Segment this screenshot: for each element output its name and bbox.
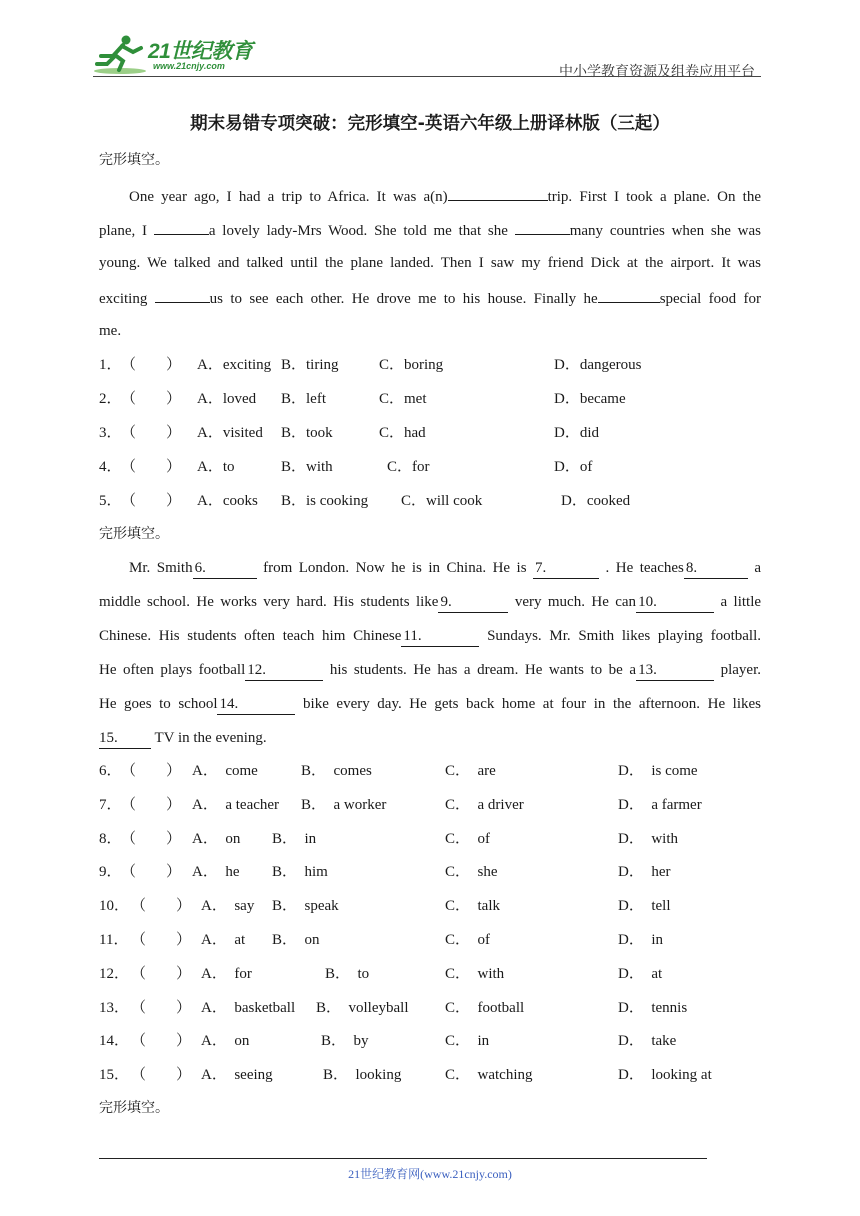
numbered-blank: 12. xyxy=(245,660,323,681)
question-number: 14． xyxy=(99,1033,130,1049)
question-row xyxy=(99,930,759,950)
question-row xyxy=(99,896,759,916)
passage-text: us to see each other. He drove me to his house. Finally he xyxy=(209,291,598,307)
section-label: 完形填空。 xyxy=(99,526,169,542)
option-a: A．cooks xyxy=(197,493,258,509)
question-number: 1． xyxy=(99,357,122,373)
section-label: 完形填空。 xyxy=(99,152,169,168)
question-number: 11． xyxy=(99,932,129,948)
option-d: D．became xyxy=(554,391,626,407)
question-row xyxy=(99,795,759,815)
option-a: A．visited xyxy=(197,425,263,441)
option-b: B．left xyxy=(281,391,326,407)
option-d: D． at xyxy=(618,966,663,982)
answer-paren[interactable]: （ ） xyxy=(121,391,182,407)
passage2-line5 xyxy=(99,694,761,715)
answer-blank xyxy=(448,185,548,201)
answer-blank xyxy=(155,287,210,303)
passage-text: exciting xyxy=(99,291,148,307)
passage1-line2 xyxy=(99,219,761,241)
passage1-line1 xyxy=(99,185,761,207)
numbered-blank: 14. xyxy=(217,694,295,715)
passage-text: from London. Now he is in China. He is xyxy=(263,560,527,576)
passage-text: Chinese. His students often teach him Chinese xyxy=(99,628,402,644)
page-title: 期末易错专项突破：完形填空-英语六年级上册译林版（三起） xyxy=(190,114,670,134)
question-row xyxy=(99,761,759,781)
question-number: 5． xyxy=(99,493,122,509)
option-a: A． seeing xyxy=(201,1067,273,1083)
option-d: D． take xyxy=(618,1033,677,1049)
passage-text: bike every day. He gets back home at four in the afternoon. He likes xyxy=(303,696,761,712)
answer-paren[interactable]: （ ） xyxy=(121,357,182,373)
question-row xyxy=(99,423,759,443)
question-number: 2． xyxy=(99,391,122,407)
passage-text: his students. He has a dream. He wants to be a xyxy=(329,662,637,678)
passage-text: middle school. He works very hard. His students like xyxy=(99,594,439,610)
option-d: D． tell xyxy=(618,898,671,914)
question-row xyxy=(99,389,759,409)
passage-text: He often plays football xyxy=(99,662,246,678)
passage-text: plane, I xyxy=(99,223,148,239)
passage-text: a little xyxy=(720,594,762,610)
option-b: B． him xyxy=(272,864,328,880)
passage-text: . He teaches xyxy=(605,560,684,576)
option-b: B． to xyxy=(325,966,370,982)
passage2-line4 xyxy=(99,660,761,681)
numbered-blank: 8. xyxy=(684,558,748,579)
option-a: A．to xyxy=(197,459,235,475)
passage-text: very much. He can xyxy=(514,594,637,610)
question-row xyxy=(99,964,759,984)
option-a: A．loved xyxy=(197,391,257,407)
option-c: C． with xyxy=(445,966,505,982)
option-a: A． a teacher xyxy=(192,797,280,813)
option-b: B． speak xyxy=(272,898,339,914)
question-number: 8． xyxy=(99,831,122,847)
answer-paren[interactable]: （ ） xyxy=(121,763,182,779)
numbered-blank: 15. xyxy=(99,728,151,749)
passage1-line3: young. We talked and talked until the plane landed. Then I saw my friend Dick at the airport. It was xyxy=(99,255,761,271)
passage-text: special food for xyxy=(659,291,761,307)
option-b: B． in xyxy=(272,831,317,847)
answer-paren[interactable]: （ ） xyxy=(131,1033,192,1049)
option-c: C．boring xyxy=(379,357,444,373)
option-a: A． on xyxy=(201,1033,250,1049)
passage-text: Sundays. Mr. Smith likes playing football. xyxy=(487,628,761,644)
question-number: 15． xyxy=(99,1067,130,1083)
option-a: A． come xyxy=(192,763,258,779)
option-c: C． a driver xyxy=(445,797,524,813)
passage2-line2 xyxy=(99,592,761,613)
passage2-line3 xyxy=(99,626,761,647)
option-b: B． volleyball xyxy=(316,1000,409,1016)
option-d: D． in xyxy=(618,932,664,948)
question-row xyxy=(99,457,759,477)
answer-paren[interactable]: （ ） xyxy=(121,425,182,441)
question-row xyxy=(99,829,759,849)
option-d: D． is come xyxy=(618,763,698,779)
answer-blank xyxy=(515,219,570,235)
brand-logo xyxy=(93,34,263,76)
numbered-blank: 10. xyxy=(636,592,714,613)
question-row xyxy=(99,355,759,375)
footer-divider xyxy=(99,1158,707,1159)
numbered-blank: 7. xyxy=(533,558,599,579)
option-d: D． tennis xyxy=(618,1000,688,1016)
question-number: 3． xyxy=(99,425,122,441)
answer-paren[interactable]: （ ） xyxy=(121,493,182,509)
option-b: B．tiring xyxy=(281,357,339,373)
answer-paren[interactable]: （ ） xyxy=(131,966,192,982)
answer-paren[interactable]: （ ） xyxy=(121,797,182,813)
answer-paren[interactable]: （ ） xyxy=(131,1000,192,1016)
question-row xyxy=(99,862,759,882)
passage2-line6 xyxy=(99,728,267,749)
question-row xyxy=(99,1065,759,1085)
option-b: B． on xyxy=(272,932,320,948)
passage-text: a lovely lady-Mrs Wood. She told me that she xyxy=(208,223,508,239)
question-row xyxy=(99,1031,759,1051)
option-a: A． basketball xyxy=(201,1000,296,1016)
passage-text: many countries when she was xyxy=(569,223,761,239)
option-b: B．is cooking xyxy=(281,493,369,509)
passage-text: TV in the evening. xyxy=(154,730,267,746)
question-number: 10． xyxy=(99,898,130,914)
passage-text: trip. First I took a plane. On the xyxy=(547,189,761,205)
option-b: B．with xyxy=(281,459,333,475)
option-b: B． by xyxy=(321,1033,369,1049)
option-c: C． talk xyxy=(445,898,500,914)
question-number: 7． xyxy=(99,797,122,813)
option-c: C． football xyxy=(445,1000,525,1016)
brand-name: 21世纪教育 xyxy=(148,40,253,63)
option-a: A． he xyxy=(192,864,240,880)
answer-paren[interactable]: （ ） xyxy=(131,932,192,948)
option-d: D． looking at xyxy=(618,1067,712,1083)
answer-blank xyxy=(154,219,209,235)
passage2-line1 xyxy=(99,558,761,579)
header-divider xyxy=(93,76,761,77)
option-a: A． at xyxy=(201,932,246,948)
option-a: A． say xyxy=(201,898,255,914)
question-row xyxy=(99,998,759,1018)
footer-link[interactable]: 21世纪教育网(www.21cnjy.com) xyxy=(348,1167,512,1181)
question-number: 9． xyxy=(99,864,122,880)
option-d: D．dangerous xyxy=(554,357,642,373)
brand-url: www.21cnjy.com xyxy=(153,61,225,71)
option-d: D． a farmer xyxy=(618,797,702,813)
answer-paren[interactable]: （ ） xyxy=(131,898,192,914)
option-c: C． of xyxy=(445,932,491,948)
option-d: D．of xyxy=(554,459,593,475)
passage-text: He goes to school xyxy=(99,696,218,712)
passage-text: Mr. Smith xyxy=(129,560,193,576)
option-c: C．will cook xyxy=(401,493,483,509)
numbered-blank: 13. xyxy=(636,660,714,681)
passage-text: One year ago, I had a trip to Africa. It was a(n) xyxy=(129,189,448,205)
passage1-line4 xyxy=(99,287,761,309)
answer-blank xyxy=(598,287,660,303)
option-c: C．met xyxy=(379,391,427,407)
section-label: 完形填空。 xyxy=(99,1100,169,1116)
option-d: D．cooked xyxy=(561,493,631,509)
passage-text: player. xyxy=(720,662,762,678)
header-platform-text: 中小学教育资源及组卷应用平台 xyxy=(559,64,755,80)
option-b: B． comes xyxy=(301,763,372,779)
question-number: 6． xyxy=(99,763,122,779)
option-b: B． a worker xyxy=(301,797,387,813)
option-c: C．had xyxy=(379,425,426,441)
option-a: A． on xyxy=(192,831,241,847)
option-c: C． watching xyxy=(445,1067,533,1083)
numbered-blank: 9. xyxy=(438,592,508,613)
option-c: C．for xyxy=(387,459,430,475)
passage-text: a xyxy=(754,560,762,576)
numbered-blank: 11. xyxy=(401,626,479,647)
answer-paren[interactable]: （ ） xyxy=(121,864,182,880)
option-d: D． with xyxy=(618,831,679,847)
option-c: C． are xyxy=(445,763,496,779)
question-number: 12． xyxy=(99,966,130,982)
option-a: A． for xyxy=(201,966,252,982)
option-d: D． her xyxy=(618,864,671,880)
question-number: 4． xyxy=(99,459,122,475)
answer-paren[interactable]: （ ） xyxy=(131,1067,192,1083)
passage1-line5: me. xyxy=(99,323,122,339)
option-a: A．exciting xyxy=(197,357,272,373)
numbered-blank: 6. xyxy=(193,558,257,579)
option-b: B． looking xyxy=(323,1067,402,1083)
option-c: C． in xyxy=(445,1033,490,1049)
question-row xyxy=(99,491,759,511)
question-number: 13． xyxy=(99,1000,130,1016)
answer-paren[interactable]: （ ） xyxy=(121,831,182,847)
option-d: D．did xyxy=(554,425,600,441)
option-c: C． she xyxy=(445,864,498,880)
running-figure-icon xyxy=(93,34,147,76)
option-b: B．took xyxy=(281,425,333,441)
option-c: C． of xyxy=(445,831,491,847)
answer-paren[interactable]: （ ） xyxy=(121,459,182,475)
